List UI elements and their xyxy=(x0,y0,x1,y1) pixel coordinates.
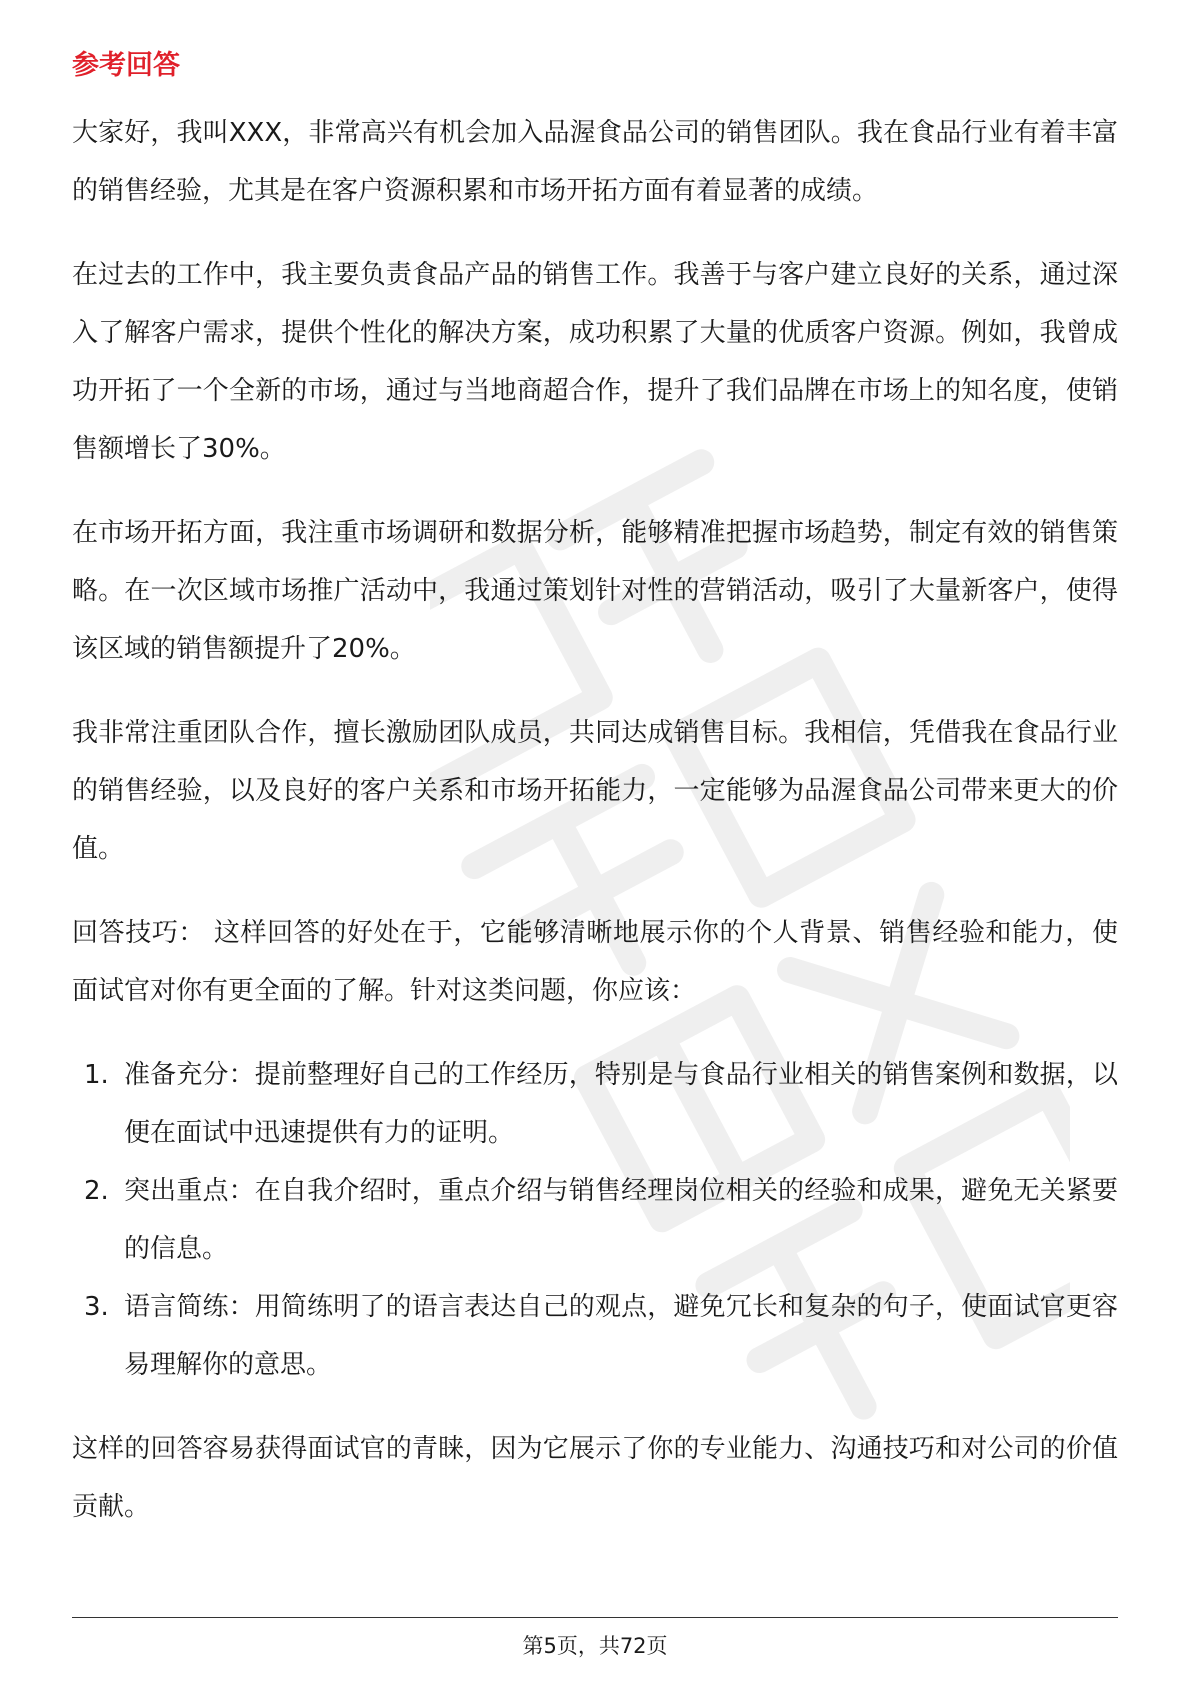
paragraph-closing: 这样的回答容易获得面试官的青睐，因为它展示了你的专业能力、沟通技巧和对公司的价值贡献。 xyxy=(72,1434,1118,1522)
paragraph-tips: 回答技巧： 这样回答的好处在于，它能够清晰地展示你的个人背景、销售经验和能力，使面试官对你有更全面的了解。针对这类问题，你应该： xyxy=(72,918,1118,1006)
page-content xyxy=(72,46,1118,1562)
tips-list xyxy=(72,1046,1118,1394)
list-item xyxy=(72,1162,1118,1278)
list-item-text: 突出重点：在自我介绍时，重点介绍与销售经理岗位相关的经验和成果，避免无关紧要的信息。 xyxy=(124,1176,1118,1264)
list-item-number: 2. xyxy=(84,1176,109,1206)
list-item-text: 准备充分：提前整理好自己的工作经历，特别是与食品行业相关的销售案例和数据，以便在面试中迅速提供有力的证明。 xyxy=(124,1060,1118,1148)
list-item-text: 语言简练：用简练明了的语言表达自己的观点，避免冗长和复杂的句子，使面试官更容易理解你的意思。 xyxy=(124,1292,1118,1380)
paragraph-experience: 在过去的工作中，我主要负责食品产品的销售工作。我善于与客户建立良好的关系，通过深入了解客户需求，提供个性化的解决方案，成功积累了大量的优质客户资源。例如，我曾成功开拓了一个全新的市场，通过与当地商超合作，提升了我们品牌在市场上的知名度，使销售额增长了30%。 xyxy=(72,260,1118,464)
list-item xyxy=(72,1046,1118,1162)
page-number: 第5页，共72页 xyxy=(522,1634,668,1658)
list-item-number: 1. xyxy=(84,1060,109,1090)
paragraph-market: 在市场开拓方面，我注重市场调研和数据分析，能够精准把握市场趋势，制定有效的销售策略。在一次区域市场推广活动中，我通过策划针对性的营销活动，吸引了大量新客户，使得该区域的销售额提升了20%。 xyxy=(72,518,1118,664)
list-item-number: 3. xyxy=(84,1292,109,1322)
footer-divider xyxy=(72,1617,1118,1618)
paragraph-teamwork: 我非常注重团队合作，擅长激励团队成员，共同达成销售目标。我相信，凭借我在食品行业的销售经验，以及良好的客户关系和市场开拓能力，一定能够为品渥食品公司带来更大的价值。 xyxy=(72,718,1118,864)
section-heading: 参考回答 xyxy=(72,50,180,81)
paragraph-intro: 大家好，我叫XXX，非常高兴有机会加入品渥食品公司的销售团队。我在食品行业有着丰富的销售经验，尤其是在客户资源积累和市场开拓方面有着显著的成绩。 xyxy=(72,118,1118,206)
list-item xyxy=(72,1278,1118,1394)
